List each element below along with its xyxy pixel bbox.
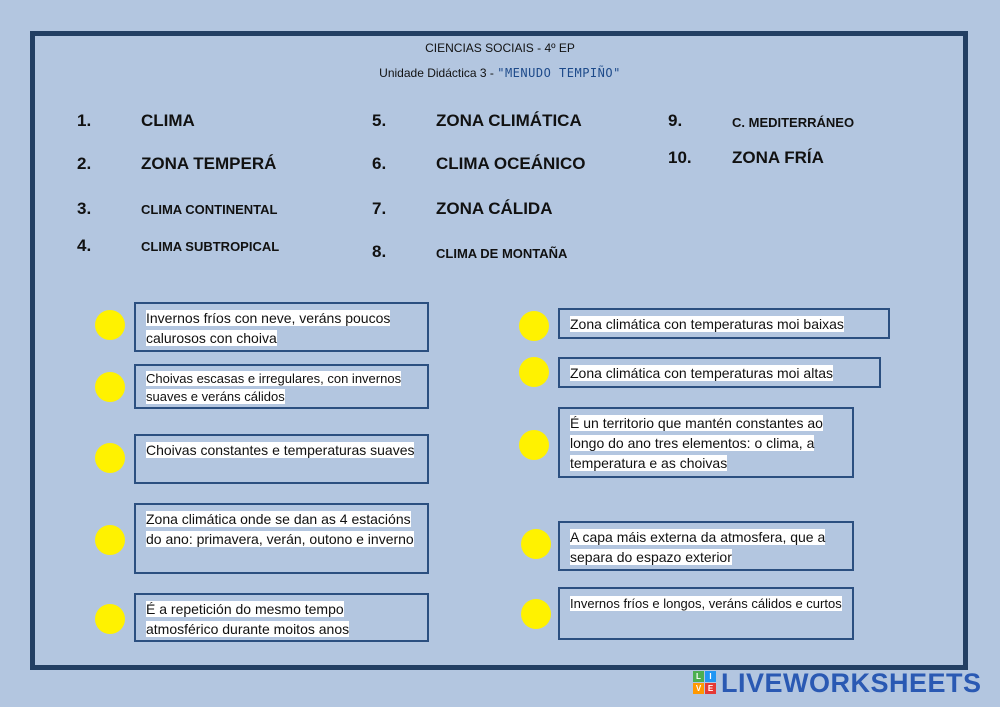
term-number-8: 8. — [372, 242, 387, 261]
liveworksheets-logo-icon — [693, 671, 717, 695]
definition-text: É a repetición do mesmo tempo atmosférico durante moitos anos — [146, 601, 350, 637]
term-label-2: ZONA TEMPERÁ — [141, 154, 277, 173]
definition-text: Choivas constantes e temperaturas suaves — [146, 442, 415, 458]
definition-left-1[interactable] — [134, 302, 429, 352]
logo-cell: E — [705, 683, 716, 694]
unit-prefix: Unidade Didáctica 3 - — [379, 66, 498, 80]
definition-right-5[interactable] — [558, 587, 854, 640]
definition-left-3[interactable] — [134, 434, 429, 484]
term-label-7: ZONA CÁLIDA — [436, 199, 553, 218]
answer-dot-left-2[interactable] — [95, 372, 125, 402]
definition-text: Zona climática con temperaturas moi baixas — [570, 316, 844, 332]
term-number-2: 2. — [77, 154, 92, 173]
term-number-10: 10. — [668, 148, 692, 167]
answer-dot-right-1[interactable] — [519, 311, 549, 341]
unit-title — [0, 66, 1000, 80]
brand-name: LIVEWORKSHEETS — [721, 667, 982, 698]
term-number-9: 9. — [668, 111, 683, 130]
term-label-9: C. MEDITERRÁNEO — [732, 115, 855, 130]
term-number-1: 1. — [77, 111, 92, 130]
term-label-6: CLIMA OCEÁNICO — [436, 154, 586, 173]
definition-text: Zona climática onde se dan as 4 estacións do ano: primavera, verán, outono e inverno — [146, 511, 414, 547]
answer-dot-left-5[interactable] — [95, 604, 125, 634]
term-number-7: 7. — [372, 199, 387, 218]
definition-right-1[interactable] — [558, 308, 890, 339]
term-number-6: 6. — [372, 154, 387, 173]
answer-dot-left-3[interactable] — [95, 443, 125, 473]
term-label-5: ZONA CLIMÁTICA — [436, 111, 582, 130]
term-label-4: CLIMA SUBTROPICAL — [141, 239, 280, 254]
course-title: CIENCIAS SOCIAIS - 4º EP — [425, 41, 575, 55]
definition-right-2[interactable] — [558, 357, 881, 388]
answer-dot-right-2[interactable] — [519, 357, 549, 387]
definition-text: É un territorio que mantén constantes ao longo do ano tres elementos: o clima, a temperatura e as choivas — [570, 415, 823, 471]
answer-dot-right-4[interactable] — [521, 529, 551, 559]
definition-left-2[interactable] — [134, 364, 429, 409]
definition-text: Zona climática con temperaturas moi altas — [570, 365, 833, 381]
definition-text: A capa máis externa da atmosfera, que a separa do espazo exterior — [570, 529, 826, 565]
definition-text: Invernos fríos e longos, veráns cálidos e curtos — [570, 596, 842, 611]
logo-cell: I — [705, 671, 716, 682]
term-label-8: CLIMA DE MONTAÑA — [436, 246, 568, 261]
answer-dot-right-5[interactable] — [521, 599, 551, 629]
term-number-4: 4. — [77, 236, 92, 255]
logo-cell: V — [693, 683, 704, 694]
definition-left-5[interactable] — [134, 593, 429, 642]
term-label-10: ZONA FRÍA — [732, 148, 824, 167]
answer-dot-right-3[interactable] — [519, 430, 549, 460]
liveworksheets-brand — [693, 667, 982, 698]
logo-cell: L — [693, 671, 704, 682]
definition-text: Invernos fríos con neve, veráns poucos calurosos con choiva — [146, 310, 391, 346]
definition-right-4[interactable] — [558, 521, 854, 571]
definition-left-4[interactable] — [134, 503, 429, 574]
term-number-5: 5. — [372, 111, 387, 130]
definition-text: Choivas escasas e irregulares, con invernos suaves e veráns cálidos — [146, 371, 402, 404]
term-label-1: CLIMA — [141, 111, 195, 130]
term-label-3: CLIMA CONTINENTAL — [141, 202, 278, 217]
unit-name: "MENUDO TEMPIÑO" — [497, 66, 621, 80]
answer-dot-left-1[interactable] — [95, 310, 125, 340]
term-number-3: 3. — [77, 199, 92, 218]
definition-right-3[interactable] — [558, 407, 854, 478]
answer-dot-left-4[interactable] — [95, 525, 125, 555]
